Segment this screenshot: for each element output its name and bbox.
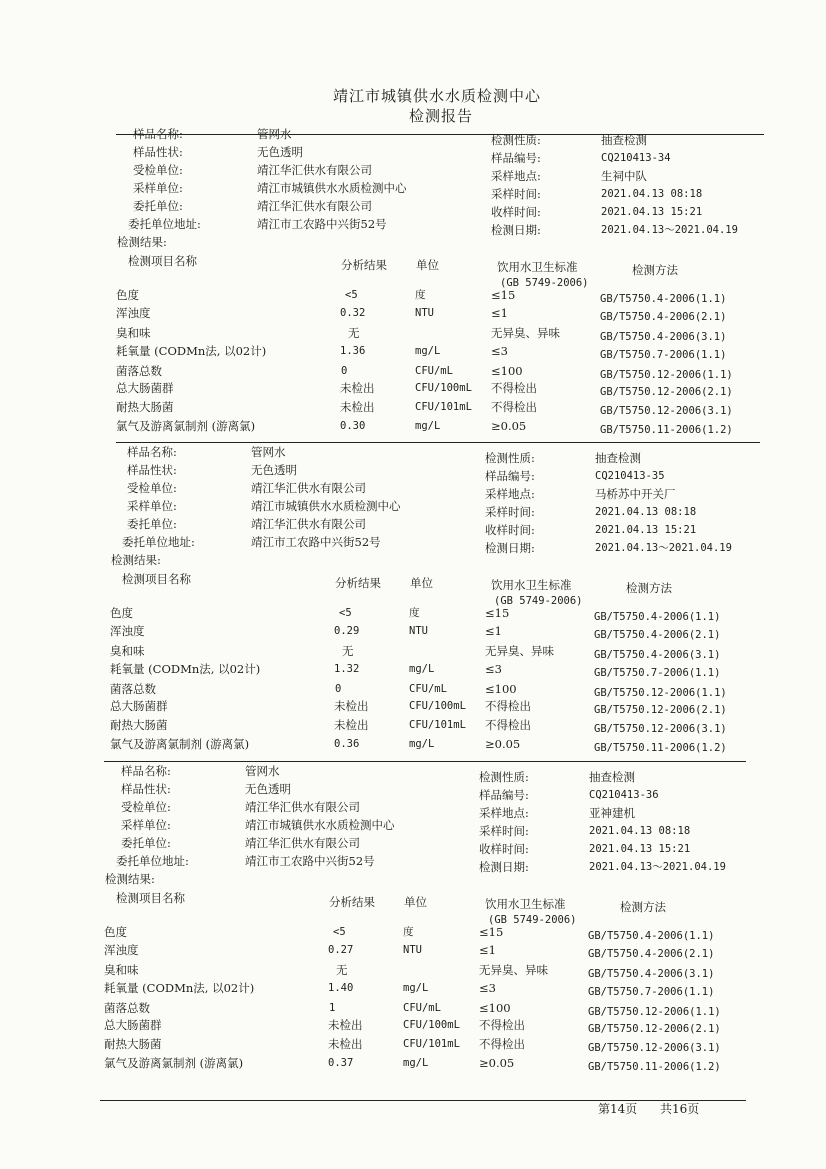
table-row-unit: NTU xyxy=(415,307,434,319)
sample-no-value: CQ210413-35 xyxy=(595,470,665,482)
table-row-method: GB/T5750.4-2006(1.1) xyxy=(600,293,727,305)
sample-property-value: 无色透明 xyxy=(257,145,303,159)
table-row-item: 浑浊度 xyxy=(110,624,145,638)
field-label: 检测性质: xyxy=(479,770,529,784)
table-row-method: GB/T5750.12-2006(1.1) xyxy=(600,369,733,381)
table-row-result: 0.36 xyxy=(334,738,360,750)
table-row-result: 0.32 xyxy=(340,307,366,319)
table-row-item: 菌落总数 xyxy=(104,1001,150,1015)
table-row-unit: CFU/101mL xyxy=(415,401,472,413)
table-row-result: 未检出 xyxy=(334,718,369,732)
col-header-standard-sub: (GB 5749-2006) xyxy=(500,277,589,289)
table-row-standard: ≤100 xyxy=(479,1001,511,1015)
results-label: 检测结果: xyxy=(111,553,161,567)
table-row-result: 0.27 xyxy=(328,944,354,956)
sampling-unit-value: 靖江市城镇供水水质检测中心 xyxy=(257,181,407,195)
table-row-unit: CFU/101mL xyxy=(409,719,466,731)
table-row-result: 无 xyxy=(336,963,348,977)
table-row-method: GB/T5750.12-2006(3.1) xyxy=(588,1042,721,1054)
field-label: 采样地点: xyxy=(479,806,529,820)
table-row-method: GB/T5750.7-2006(1.1) xyxy=(594,667,721,679)
table-row-item: 氯气及游离氯制剂 (游离氯) xyxy=(116,419,256,433)
page-number: 第14页 xyxy=(598,1102,638,1116)
sample-name-value: 管网水 xyxy=(257,127,292,141)
table-row-method: GB/T5750.7-2006(1.1) xyxy=(600,349,727,361)
results-label: 检测结果: xyxy=(105,872,155,886)
field-label: 收样时间: xyxy=(479,842,529,856)
col-header-method: 检测方法 xyxy=(632,263,678,277)
field-label: 样品名称: xyxy=(121,764,171,778)
table-row-item: 耐热大肠菌 xyxy=(116,400,174,414)
col-header-method: 检测方法 xyxy=(626,581,672,595)
table-row-unit: mg/L xyxy=(403,982,429,994)
table-row-item: 氯气及游离氯制剂 (游离氯) xyxy=(110,737,250,751)
table-row-item: 色度 xyxy=(104,925,127,939)
table-row-item: 色度 xyxy=(116,288,139,302)
col-header-standard: 饮用水卫生标准 xyxy=(491,578,572,592)
table-row-item: 耗氧量 (CODMn法, 以02计) xyxy=(116,344,267,358)
table-row-standard: ≤15 xyxy=(491,288,516,302)
table-row-item: 总大肠菌群 xyxy=(116,381,174,395)
table-row-item: 浑浊度 xyxy=(116,306,151,320)
table-row-result: <5 xyxy=(345,289,358,301)
table-row-standard: ≤100 xyxy=(491,364,523,378)
table-row-method: GB/T5750.12-2006(1.1) xyxy=(588,1006,721,1018)
receive-time-value: 2021.04.13 15:21 xyxy=(589,843,691,855)
table-row-item: 氯气及游离氯制剂 (游离氯) xyxy=(104,1056,244,1070)
field-label: 委托单位地址: xyxy=(122,535,195,549)
table-row-method: GB/T5750.12-2006(3.1) xyxy=(600,405,733,417)
table-row-standard: ≤15 xyxy=(485,606,510,620)
table-row-standard: 不得检出 xyxy=(479,1037,525,1051)
table-row-unit: mg/L xyxy=(403,1057,429,1069)
table-row-item: 色度 xyxy=(110,606,133,620)
field-label: 样品性状: xyxy=(133,145,183,159)
table-row-result: 未检出 xyxy=(334,699,369,713)
table-row-method: GB/T5750.4-2006(3.1) xyxy=(588,968,715,980)
sampling-site-value: 生祠中队 xyxy=(601,169,647,183)
table-row-unit: CFU/101mL xyxy=(403,1038,460,1050)
table-row-method: GB/T5750.4-2006(2.1) xyxy=(588,948,715,960)
table-row-result: <5 xyxy=(339,607,352,619)
table-row-unit: mg/L xyxy=(415,420,441,432)
section-rule xyxy=(104,761,746,762)
sampling-unit-value: 靖江市城镇供水水质检测中心 xyxy=(245,818,395,832)
field-label: 委托单位地址: xyxy=(116,854,189,868)
table-row-standard: 不得检出 xyxy=(491,381,537,395)
client-unit-value: 靖江华汇供水有限公司 xyxy=(245,836,360,850)
client-address-value: 靖江市工农路中兴街52号 xyxy=(257,217,387,231)
table-row-method: GB/T5750.11-2006(1.2) xyxy=(600,424,733,436)
field-label: 收样时间: xyxy=(491,205,541,219)
col-header-result: 分析结果 xyxy=(341,258,387,272)
inspected-unit-value: 靖江华汇供水有限公司 xyxy=(257,163,372,177)
field-label: 委托单位: xyxy=(133,199,183,213)
table-row-method: GB/T5750.4-2006(2.1) xyxy=(600,311,727,323)
table-row-result: 0.37 xyxy=(328,1057,354,1069)
report-org-title: 靖江市城镇供水水质检测中心 xyxy=(333,87,542,105)
table-row-item: 耐热大肠菌 xyxy=(110,718,168,732)
field-label: 检测性质: xyxy=(485,451,535,465)
test-date-value: 2021.04.13～2021.04.19 xyxy=(601,224,738,236)
page-total: 共16页 xyxy=(660,1102,700,1116)
table-row-result: 未检出 xyxy=(340,381,375,395)
table-row-standard: ≤1 xyxy=(491,306,508,320)
table-row-method: GB/T5750.11-2006(1.2) xyxy=(588,1061,721,1073)
field-label: 采样单位: xyxy=(127,499,177,513)
table-row-standard: 无异臭、异味 xyxy=(485,644,554,658)
field-label: 检测日期: xyxy=(485,541,535,555)
table-row-item: 总大肠菌群 xyxy=(110,699,168,713)
field-label: 受检单位: xyxy=(121,800,171,814)
col-header-unit: 单位 xyxy=(410,576,433,590)
table-row-result: 未检出 xyxy=(340,400,375,414)
table-row-result: 未检出 xyxy=(328,1037,363,1051)
table-row-method: GB/T5750.4-2006(3.1) xyxy=(594,649,721,661)
table-row-unit: 度 xyxy=(403,926,414,938)
table-row-item: 菌落总数 xyxy=(110,682,156,696)
sample-no-value: CQ210413-36 xyxy=(589,789,659,801)
table-row-standard: 无异臭、异味 xyxy=(479,963,548,977)
table-row-standard: 不得检出 xyxy=(485,699,531,713)
table-row-method: GB/T5750.12-2006(1.1) xyxy=(594,687,727,699)
sampling-time-value: 2021.04.13 08:18 xyxy=(589,825,691,837)
field-label: 采样地点: xyxy=(491,169,541,183)
col-header-standard: 饮用水卫生标准 xyxy=(485,897,566,911)
test-nature-value: 抽查检测 xyxy=(595,451,641,465)
table-row-result: 1.32 xyxy=(334,663,360,675)
section-rule xyxy=(116,442,760,443)
table-row-result: 未检出 xyxy=(328,1018,363,1032)
sampling-time-value: 2021.04.13 08:18 xyxy=(595,506,697,518)
table-row-result: 0.30 xyxy=(340,420,366,432)
field-label: 采样时间: xyxy=(485,505,535,519)
col-header-item: 检测项目名称 xyxy=(128,254,197,268)
footer-rule xyxy=(100,1100,746,1101)
field-label: 采样地点: xyxy=(485,487,535,501)
sample-property-value: 无色透明 xyxy=(251,463,297,477)
sample-property-value: 无色透明 xyxy=(245,782,291,796)
field-label: 样品名称: xyxy=(127,445,177,459)
sample-name-value: 管网水 xyxy=(245,764,280,778)
table-row-standard: ≤1 xyxy=(479,943,496,957)
table-row-item: 耗氧量 (CODMn法, 以02计) xyxy=(110,662,261,676)
table-row-item: 臭和味 xyxy=(104,963,139,977)
table-row-method: GB/T5750.11-2006(1.2) xyxy=(594,742,727,754)
col-header-item: 检测项目名称 xyxy=(122,572,191,586)
test-date-value: 2021.04.13～2021.04.19 xyxy=(589,861,726,873)
table-row-unit: NTU xyxy=(409,625,428,637)
field-label: 样品编号: xyxy=(485,469,535,483)
table-row-result: 1 xyxy=(329,1002,336,1014)
col-header-item: 检测项目名称 xyxy=(116,891,185,905)
table-row-method: GB/T5750.4-2006(1.1) xyxy=(588,930,715,942)
field-label: 样品编号: xyxy=(491,151,541,165)
col-header-result: 分析结果 xyxy=(329,895,375,909)
client-unit-value: 靖江华汇供水有限公司 xyxy=(251,517,366,531)
table-row-standard: 不得检出 xyxy=(491,400,537,414)
table-row-item: 臭和味 xyxy=(110,644,145,658)
results-label: 检测结果: xyxy=(117,235,167,249)
field-label: 采样单位: xyxy=(133,181,183,195)
table-row-standard: ≤1 xyxy=(485,624,502,638)
table-row-item: 耗氧量 (CODMn法, 以02计) xyxy=(104,981,255,995)
table-row-standard: ≤3 xyxy=(479,981,496,995)
table-row-method: GB/T5750.12-2006(2.1) xyxy=(594,704,727,716)
table-row-standard: ≥0.05 xyxy=(479,1056,515,1070)
sample-name-value: 管网水 xyxy=(251,445,286,459)
field-label: 检测性质: xyxy=(491,133,541,147)
table-row-standard: ≤3 xyxy=(485,662,502,676)
field-label: 委托单位地址: xyxy=(128,217,201,231)
test-nature-value: 抽查检测 xyxy=(601,133,647,147)
table-row-unit: CFU/mL xyxy=(409,683,447,695)
table-row-unit: 度 xyxy=(409,607,420,619)
table-row-result: <5 xyxy=(333,926,346,938)
field-label: 委托单位: xyxy=(127,517,177,531)
table-row-standard: 不得检出 xyxy=(479,1018,525,1032)
table-row-standard: ≤3 xyxy=(491,344,508,358)
field-label: 受检单位: xyxy=(133,163,183,177)
col-header-standard-sub: (GB 5749-2006) xyxy=(494,595,583,607)
field-label: 检测日期: xyxy=(479,860,529,874)
field-label: 检测日期: xyxy=(491,223,541,237)
table-row-method: GB/T5750.4-2006(3.1) xyxy=(600,331,727,343)
col-header-standard: 饮用水卫生标准 xyxy=(497,260,578,274)
field-label: 样品性状: xyxy=(127,463,177,477)
sample-no-value: CQ210413-34 xyxy=(601,152,671,164)
col-header-method: 检测方法 xyxy=(620,900,666,914)
col-header-result: 分析结果 xyxy=(335,576,381,590)
field-label: 受检单位: xyxy=(127,481,177,495)
sampling-time-value: 2021.04.13 08:18 xyxy=(601,188,703,200)
table-row-method: GB/T5750.4-2006(1.1) xyxy=(594,611,721,623)
table-row-unit: mg/L xyxy=(409,738,435,750)
test-nature-value: 抽查检测 xyxy=(589,770,635,784)
table-row-result: 1.36 xyxy=(340,345,366,357)
table-row-unit: 度 xyxy=(415,289,426,301)
client-address-value: 靖江市工农路中兴街52号 xyxy=(251,535,381,549)
field-label: 采样单位: xyxy=(121,818,171,832)
table-row-method: GB/T5750.12-2006(2.1) xyxy=(600,386,733,398)
sampling-site-value: 亚神建机 xyxy=(589,806,635,820)
table-row-method: GB/T5750.12-2006(2.1) xyxy=(588,1023,721,1035)
table-row-unit: CFU/100mL xyxy=(403,1019,460,1031)
table-row-method: GB/T5750.12-2006(3.1) xyxy=(594,723,727,735)
inspected-unit-value: 靖江华汇供水有限公司 xyxy=(245,800,360,814)
field-label: 委托单位: xyxy=(121,836,171,850)
table-row-standard: 无异臭、异味 xyxy=(491,326,560,340)
table-row-unit: CFU/100mL xyxy=(415,382,472,394)
field-label: 样品编号: xyxy=(479,788,529,802)
table-row-unit: CFU/mL xyxy=(403,1002,441,1014)
table-row-method: GB/T5750.7-2006(1.1) xyxy=(588,986,715,998)
table-row-result: 0.29 xyxy=(334,625,360,637)
table-row-result: 0 xyxy=(335,683,342,695)
table-row-result: 0 xyxy=(341,365,348,377)
table-row-unit: NTU xyxy=(403,944,422,956)
table-row-item: 臭和味 xyxy=(116,326,151,340)
table-row-unit: mg/L xyxy=(415,345,441,357)
test-date-value: 2021.04.13～2021.04.19 xyxy=(595,542,732,554)
report-title: 检测报告 xyxy=(409,107,474,125)
table-row-item: 浑浊度 xyxy=(104,943,139,957)
table-row-standard: 不得检出 xyxy=(485,718,531,732)
col-header-unit: 单位 xyxy=(404,895,427,909)
table-row-item: 耐热大肠菌 xyxy=(104,1037,162,1051)
table-row-item: 菌落总数 xyxy=(116,364,162,378)
table-row-result: 无 xyxy=(342,644,354,658)
table-row-result: 1.40 xyxy=(328,982,354,994)
table-row-method: GB/T5750.4-2006(2.1) xyxy=(594,629,721,641)
table-row-unit: mg/L xyxy=(409,663,435,675)
client-unit-value: 靖江华汇供水有限公司 xyxy=(257,199,372,213)
receive-time-value: 2021.04.13 15:21 xyxy=(595,524,697,536)
table-row-unit: CFU/mL xyxy=(415,365,453,377)
table-row-standard: ≥0.05 xyxy=(485,737,521,751)
receive-time-value: 2021.04.13 15:21 xyxy=(601,206,703,218)
col-header-standard-sub: (GB 5749-2006) xyxy=(488,914,577,926)
sampling-unit-value: 靖江市城镇供水水质检测中心 xyxy=(251,499,401,513)
table-row-standard: ≤15 xyxy=(479,925,504,939)
client-address-value: 靖江市工农路中兴街52号 xyxy=(245,854,375,868)
table-row-item: 总大肠菌群 xyxy=(104,1018,162,1032)
table-row-unit: CFU/100mL xyxy=(409,700,466,712)
inspected-unit-value: 靖江华汇供水有限公司 xyxy=(251,481,366,495)
field-label: 样品名称: xyxy=(133,127,183,141)
table-row-result: 无 xyxy=(348,326,360,340)
field-label: 收样时间: xyxy=(485,523,535,537)
field-label: 采样时间: xyxy=(479,824,529,838)
col-header-unit: 单位 xyxy=(416,258,439,272)
table-row-standard: ≤100 xyxy=(485,682,517,696)
sampling-site-value: 马桥苏中开关厂 xyxy=(595,487,676,501)
field-label: 样品性状: xyxy=(121,782,171,796)
table-row-standard: ≥0.05 xyxy=(491,419,527,433)
field-label: 采样时间: xyxy=(491,187,541,201)
